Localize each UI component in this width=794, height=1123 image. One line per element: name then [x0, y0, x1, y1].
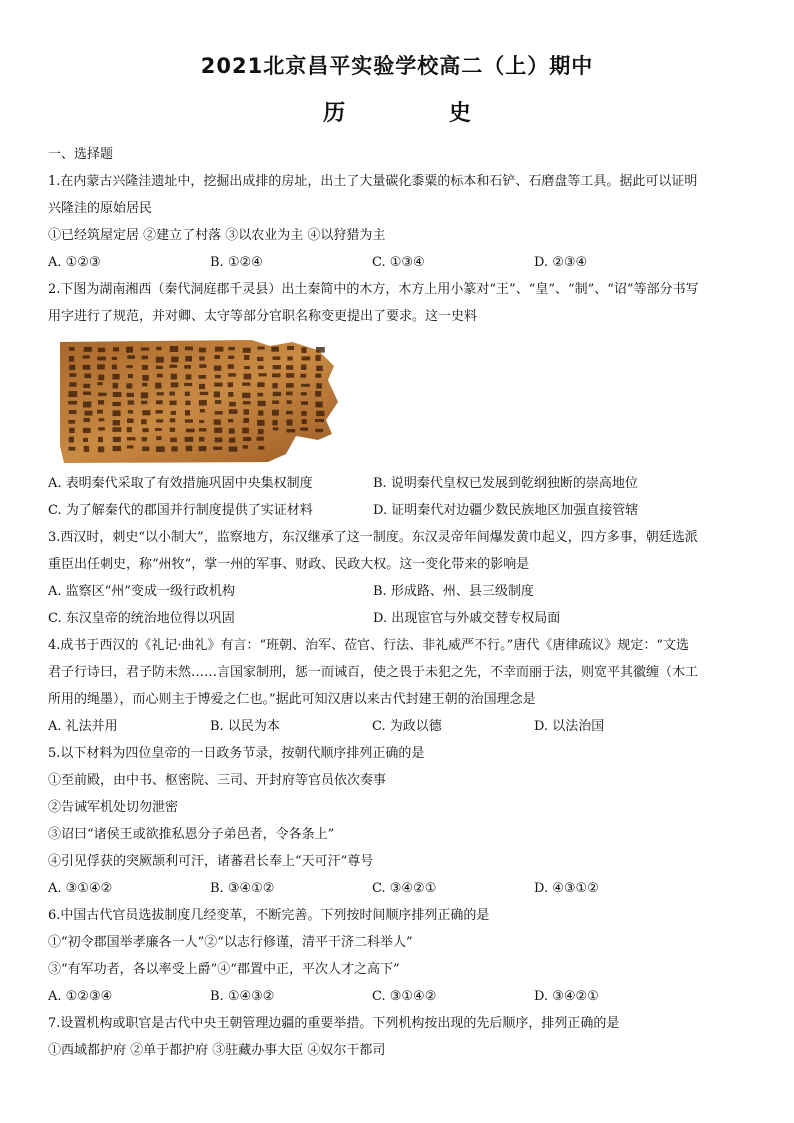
slip-glyph-mark [155, 383, 161, 389]
slip-glyph-mark [199, 364, 206, 368]
slip-glyph-mark [83, 438, 88, 442]
slip-glyph-mark [213, 447, 222, 450]
option-d[interactable]: D. 出现宦官与外戚交替专权局面 [373, 611, 561, 626]
slip-glyph-mark [286, 392, 293, 396]
option-c[interactable]: C. ③④②① [372, 881, 437, 896]
question-3 [48, 524, 752, 632]
slip-glyph-mark [316, 411, 324, 416]
question-stem: 5.以下材料为四位皇帝的一日政务节录，按朝代顺序排列正确的是 [48, 746, 425, 761]
slip-glyph-mark [156, 419, 163, 422]
slip-glyph-mark [287, 400, 292, 404]
slip-glyph-mark [69, 410, 77, 414]
slip-glyph-mark [113, 437, 121, 442]
slip-glyph-mark [243, 401, 251, 404]
slip-glyph-mark [244, 355, 249, 360]
slip-glyph-mark [171, 446, 177, 451]
slip-glyph-mark [199, 375, 207, 379]
option-d[interactable]: D. ④③①② [534, 881, 599, 896]
slip-glyph-mark [301, 392, 307, 395]
slip-glyph-mark [113, 446, 122, 451]
question-stem: 所用的绳墨），而心则主于博爱之仁也。”据此可知汉唐以来古代封建王朝的治国理念是 [48, 692, 536, 707]
slip-glyph-mark [214, 419, 221, 424]
options-row [48, 470, 752, 497]
slip-glyph-mark [258, 446, 264, 450]
question-stem: 2.下图为湖南湘西（秦代洞庭郡千灵县）出土秦简中的木方，木方上用小篆对“王”、“皇”、“制”、“诏”等部分书写 [48, 282, 699, 297]
slip-glyph-mark [257, 437, 264, 441]
slip-glyph-mark [199, 400, 207, 406]
slip-glyph-mark [228, 419, 233, 422]
slip-glyph-mark [199, 356, 204, 360]
slip-glyph-mark [83, 355, 90, 358]
option-a[interactable]: A. ①②③ [48, 255, 101, 270]
slip-glyph-mark [126, 383, 132, 388]
slip-glyph-mark [199, 446, 207, 451]
slip-glyph-mark [286, 373, 294, 378]
slip-glyph-mark [214, 366, 221, 371]
slip-glyph-mark [170, 428, 175, 432]
section-heading: 一、选择题 [48, 147, 114, 162]
slip-glyph-mark [228, 356, 234, 360]
slip-glyph-mark [69, 373, 76, 377]
option-a[interactable]: A. 礼法并用 [48, 719, 118, 734]
slip-glyph-mark [287, 346, 294, 350]
option-d[interactable]: D. ②③④ [534, 255, 588, 270]
option-a[interactable]: A. ③①④② [48, 881, 113, 896]
slip-glyph-mark [113, 392, 122, 397]
slip-glyph-mark [84, 347, 92, 352]
slip-glyph-mark [258, 410, 263, 415]
slip-glyph-mark [142, 383, 147, 387]
slip-glyph-mark [258, 373, 266, 376]
option-a[interactable]: A. ①②③④ [48, 989, 113, 1004]
options-row [48, 713, 752, 740]
slip-glyph-mark [141, 401, 147, 405]
slip-glyph-mark [200, 392, 208, 395]
slip-glyph-mark [127, 419, 134, 424]
slip-glyph-mark [229, 438, 235, 443]
option-c[interactable]: C. ③①④② [372, 989, 437, 1004]
option-b[interactable]: B. 以民为本 [210, 719, 280, 734]
slip-glyph-mark [258, 429, 264, 434]
slip-glyph-mark [112, 427, 121, 432]
slip-glyph-mark [156, 400, 163, 404]
question-6 [48, 902, 752, 1010]
slip-glyph-mark [170, 418, 176, 422]
slip-glyph-mark [286, 383, 294, 388]
slip-glyph-mark [243, 418, 249, 423]
slip-glyph-mark [69, 447, 76, 451]
question-stem: 用字进行了规范，并对卿、太守等部分官职名称变更提出了要求。这一史料 [48, 309, 478, 324]
slip-glyph-mark [170, 392, 176, 396]
slip-glyph-mark [98, 348, 105, 352]
statement: ①至前殿，由中书、枢密院、三司、开封府等官员依次奏事 [48, 773, 387, 788]
slip-glyph-mark [69, 428, 75, 433]
slip-glyph-mark [98, 427, 105, 430]
slip-glyph-mark [316, 402, 323, 408]
options-row [48, 983, 752, 1010]
slip-glyph-mark [316, 383, 322, 388]
subject-title: 历 史 [323, 101, 519, 126]
slip-glyph-mark [199, 428, 206, 431]
slip-glyph-mark [69, 365, 75, 370]
slip-glyph-mark [229, 428, 235, 433]
slip-glyph-mark [83, 402, 91, 408]
slip-glyph-mark [301, 364, 306, 370]
slip-glyph-mark [83, 428, 91, 433]
slip-glyph-mark [199, 348, 206, 353]
slip-glyph-mark [170, 401, 177, 406]
slip-glyph-mark [113, 420, 121, 426]
slip-glyph-mark [228, 392, 233, 397]
option-b[interactable]: B. ③④①② [210, 881, 275, 896]
slip-glyph-mark [142, 410, 150, 415]
slip-glyph-mark [229, 447, 238, 452]
slip-glyph-mark [68, 391, 77, 397]
statement: ④引见俘获的突厥颉利可汗，诸蕃君长奉上“天可汗”尊号 [48, 854, 374, 869]
slip-glyph-mark [199, 437, 204, 442]
slip-glyph-mark [84, 418, 90, 422]
options-row [48, 578, 752, 605]
slip-glyph-mark [214, 392, 220, 398]
slip-glyph-mark [98, 447, 104, 453]
slip-glyph-mark [315, 429, 323, 432]
exam-title: 2021北京昌平实验学校高二（上）期中 [200, 54, 594, 78]
option-c[interactable]: C. 为了解秦代的郡国并行制度提供了实证材料 [48, 503, 313, 518]
slip-glyph-mark [242, 382, 250, 385]
exam-content [48, 141, 752, 1064]
question-stem: 6.中国古代官员选拔制度几经变革，不断完善。下列按时间顺序排列正确的是 [48, 908, 490, 923]
slip-glyph-mark [214, 383, 222, 387]
slip-glyph-mark [287, 429, 296, 432]
option-d[interactable]: D. 证明秦代对边疆少数民族地区加强直接管辖 [373, 503, 639, 518]
slip-glyph-mark [186, 429, 195, 433]
slip-glyph-mark [97, 357, 106, 361]
slip-glyph-mark [272, 401, 279, 405]
slip-glyph-mark [185, 392, 190, 396]
slip-glyph-mark [97, 410, 103, 414]
slip-glyph-mark [257, 347, 264, 350]
slip-glyph-mark [186, 374, 192, 379]
slip-glyph-mark [170, 365, 178, 368]
slip-glyph-mark [83, 365, 91, 370]
slip-glyph-mark [142, 447, 149, 452]
options-row [48, 605, 752, 632]
slip-glyph-mark [112, 402, 121, 406]
slip-glyph-mark [171, 357, 178, 363]
slip-glyph-mark [315, 419, 324, 422]
slip-glyph-mark [83, 384, 90, 388]
slip-glyph-mark [316, 347, 325, 353]
slip-glyph-mark [315, 374, 321, 378]
statement: ③“有军功者，各以率受上爵”④“郡置中正，平次人才之高下” [48, 962, 400, 977]
slip-glyph-mark [128, 410, 133, 414]
slip-glyph-mark [84, 446, 89, 452]
slip-glyph-mark [142, 428, 148, 432]
slip-glyph-mark [244, 409, 250, 414]
question-4 [48, 632, 752, 740]
options-row [48, 875, 752, 902]
slip-glyph-mark [243, 348, 251, 353]
slip-glyph-mark [185, 401, 190, 406]
slip-glyph-mark [157, 392, 164, 395]
slip-glyph-mark [315, 391, 321, 397]
slip-glyph-mark [97, 382, 102, 385]
statement: ①“初令郡国举孝廉各一人”②“以志行修谨，清平干济二科举人” [48, 935, 413, 950]
option-d[interactable]: D. ③④②① [534, 989, 599, 1004]
slip-glyph-mark [98, 375, 104, 381]
slip-glyph-mark [214, 428, 222, 433]
slip-glyph-mark [127, 437, 136, 440]
slip-glyph-mark [215, 438, 223, 443]
slip-glyph-mark [301, 411, 306, 416]
slip-glyph-mark [112, 374, 119, 380]
question-stem: 君子行诗曰，君子防未然……言国家制刑，惩一而诫百，使之畏于未犯之先，不幸而丽于法，则宽平其徽缠（木工 [48, 665, 699, 680]
slip-glyph-mark [215, 347, 224, 352]
slip-glyph-mark [155, 428, 162, 431]
slip-glyph-mark [286, 365, 293, 370]
slip-glyph-mark [141, 419, 147, 424]
slip-glyph-mark [84, 411, 92, 416]
options-row [48, 497, 752, 524]
question-7 [48, 1010, 752, 1064]
slip-glyph-mark [127, 355, 135, 359]
option-b[interactable]: B. 说明秦代皇权已发展到乾纲独断的崇高地位 [373, 476, 638, 491]
option-b[interactable]: B. ①④③② [210, 989, 275, 1004]
question-stem: 7.设置机构或职官是古代中央王朝管理边疆的重要举措。下列机构按出现的先后顺序，排列正确的是 [48, 1016, 620, 1031]
slip-glyph-mark [228, 347, 235, 350]
option-d[interactable]: D. 以法治国 [534, 719, 605, 734]
slip-glyph-mark [142, 356, 148, 360]
slip-glyph-mark [271, 347, 279, 352]
slip-glyph-mark [300, 428, 308, 431]
slip-glyph-mark [126, 365, 132, 368]
slip-glyph-mark [84, 374, 91, 379]
slip-glyph-mark [127, 427, 132, 432]
question-2 [48, 276, 752, 524]
slip-glyph-mark [156, 446, 165, 452]
slip-glyph-mark [301, 384, 310, 387]
slip-glyph-mark [258, 366, 264, 369]
slip-glyph-mark [272, 373, 280, 377]
slip-glyph-mark [244, 366, 250, 369]
slip-glyph-mark [184, 365, 191, 369]
slip-glyph-mark [287, 357, 292, 361]
slip-glyph-mark [98, 400, 104, 405]
slip-glyph-mark [68, 420, 75, 424]
slip-glyph-mark [287, 420, 293, 426]
option-c[interactable]: C. 东汉皇帝的统治地位得以巩固 [48, 611, 235, 626]
slip-glyph-mark [185, 410, 190, 415]
slip-glyph-mark [228, 382, 233, 387]
slip-glyph-mark [272, 383, 277, 388]
slip-glyph-mark [170, 438, 177, 443]
statement: ③诏曰“诸侯王或欲推私恩分子弟邑者，令各条上” [48, 827, 335, 842]
slip-glyph-mark [200, 409, 205, 413]
option-b[interactable]: B. ①②④ [210, 255, 263, 270]
slip-glyph-mark [156, 357, 164, 363]
slip-glyph-mark [273, 427, 279, 430]
option-a[interactable]: A. 表明秦代采取了有效措施巩固中央集权制度 [48, 476, 313, 491]
slip-glyph-mark [273, 420, 278, 426]
slip-glyph-mark [316, 366, 323, 371]
slip-glyph-mark [156, 347, 161, 350]
slip-glyph-mark [242, 393, 250, 398]
slip-glyph-mark [99, 418, 105, 421]
slip-glyph-mark [242, 428, 249, 434]
slip-glyph-mark [229, 402, 236, 407]
slip-glyph-mark [243, 445, 249, 449]
slip-glyph-mark [272, 410, 279, 416]
slip-glyph-mark [228, 364, 234, 369]
slip-glyph-mark [215, 400, 221, 404]
slip-glyph-mark [185, 356, 192, 362]
slip-glyph-mark [142, 375, 149, 381]
option-b[interactable]: B. 形成路、州、县三级制度 [373, 584, 534, 599]
slip-glyph-mark [112, 357, 117, 360]
slip-glyph-mark [112, 365, 117, 370]
slip-glyph-mark [300, 374, 306, 378]
question-stem: 1.在内蒙古兴隆洼遗址中，挖掘出成排的房址，出土了大量碳化黍粟的标本和石铲、石磨盘等工具。据此可以证明 [48, 174, 698, 189]
slip-glyph-mark [128, 400, 134, 404]
slip-glyph-mark [142, 365, 148, 370]
slip-glyph-mark [98, 437, 103, 442]
statement: ①已经筑屋定居 ②建立了村落 ③以农业为主 ④以狩猎为主 [48, 228, 386, 243]
statement: ②告诫军机处切勿泄密 [48, 800, 179, 815]
slip-glyph-mark [228, 373, 236, 377]
slip-glyph-mark [258, 401, 266, 406]
slip-glyph-mark [257, 420, 265, 426]
slip-glyph-mark [97, 364, 105, 369]
statement: ①西域都护府 ②单于都护府 ③驻藏办事大臣 ④奴尔干都司 [48, 1043, 386, 1058]
slip-glyph-mark [257, 382, 264, 387]
slip-glyph-mark [156, 366, 163, 369]
slip-glyph-mark [156, 410, 163, 414]
question-stem: 3.西汉时，刺史“以小制大”，监察地方，东汉继承了这一制度。东汉灵帝年间爆发黄巾起义，四方多事，朝廷选派 [48, 530, 698, 545]
slip-glyph-mark [286, 411, 293, 415]
slip-glyph-mark [69, 437, 74, 443]
slip-glyph-mark [273, 392, 281, 396]
slip-glyph-mark [214, 355, 220, 359]
question-5 [48, 740, 752, 902]
slip-glyph-mark [273, 365, 281, 369]
slip-glyph-mark [273, 357, 281, 360]
slip-glyph-mark [243, 437, 251, 441]
question-stem: 4.成书于西汉的《礼记·曲礼》有言：“班朝、治军、莅官、行法、非礼威严不行。”唐代《唐律疏议》规定：“文选 [48, 638, 689, 653]
slip-glyph-mark [302, 419, 307, 424]
slip-glyph-mark [113, 383, 119, 389]
slip-glyph-mark [127, 445, 134, 448]
slip-glyph-mark [171, 411, 176, 415]
slip-glyph-mark [199, 384, 205, 389]
slip-glyph-mark [68, 401, 77, 405]
slip-glyph-mark [184, 383, 192, 386]
slip-glyph-mark [301, 347, 306, 353]
slip-glyph-mark [113, 347, 119, 351]
slip-glyph-mark [244, 374, 252, 380]
slip-glyph-mark [69, 382, 76, 387]
slip-glyph-mark [141, 348, 149, 351]
slip-glyph-mark [215, 375, 221, 379]
slip-glyph-mark [185, 347, 193, 351]
qin-bamboo-slip-image [56, 336, 341, 466]
slip-glyph-mark [113, 410, 121, 416]
slip-glyph-mark [127, 393, 134, 397]
slip-glyph-mark [315, 355, 320, 361]
slip-glyph-mark [141, 392, 148, 398]
slip-glyph-mark [98, 393, 106, 396]
slip-glyph-mark [171, 374, 177, 380]
option-c[interactable]: C. ①③④ [372, 255, 425, 270]
slip-glyph-mark [83, 392, 91, 395]
slip-glyph-mark [142, 437, 148, 441]
slip-glyph-mark [157, 374, 163, 378]
slip-glyph-mark [69, 347, 75, 351]
slip-glyph-mark [301, 356, 310, 360]
question-stem: 兴隆洼的原始居民 [48, 201, 153, 216]
slip-glyph-mark [170, 346, 178, 352]
slip-glyph-mark [69, 356, 74, 362]
option-a[interactable]: A. 监察区“州”变成一级行政机构 [48, 584, 235, 599]
slip-glyph-mark [215, 411, 223, 415]
slip-glyph-mark [156, 436, 161, 440]
slip-glyph-mark [257, 393, 263, 397]
option-c[interactable]: C. 为政以德 [372, 719, 442, 734]
question-stem: 重臣出任刺史，称“州牧”，掌一州的军事、财政、民政大权。这一变化带来的影响是 [48, 557, 530, 572]
slip-glyph-mark [186, 446, 193, 451]
slip-glyph-mark [185, 419, 193, 422]
question-1 [48, 168, 752, 276]
slip-glyph-mark [229, 409, 238, 414]
slip-glyph-mark [185, 437, 194, 442]
slip-glyph-mark [301, 401, 308, 405]
slip-glyph-mark [128, 374, 133, 378]
slip-glyph-mark [257, 357, 263, 361]
slip-glyph-mark [199, 420, 204, 423]
slip-glyph-mark [126, 347, 133, 353]
slip-glyph-mark [171, 382, 179, 387]
options-row [48, 249, 752, 276]
